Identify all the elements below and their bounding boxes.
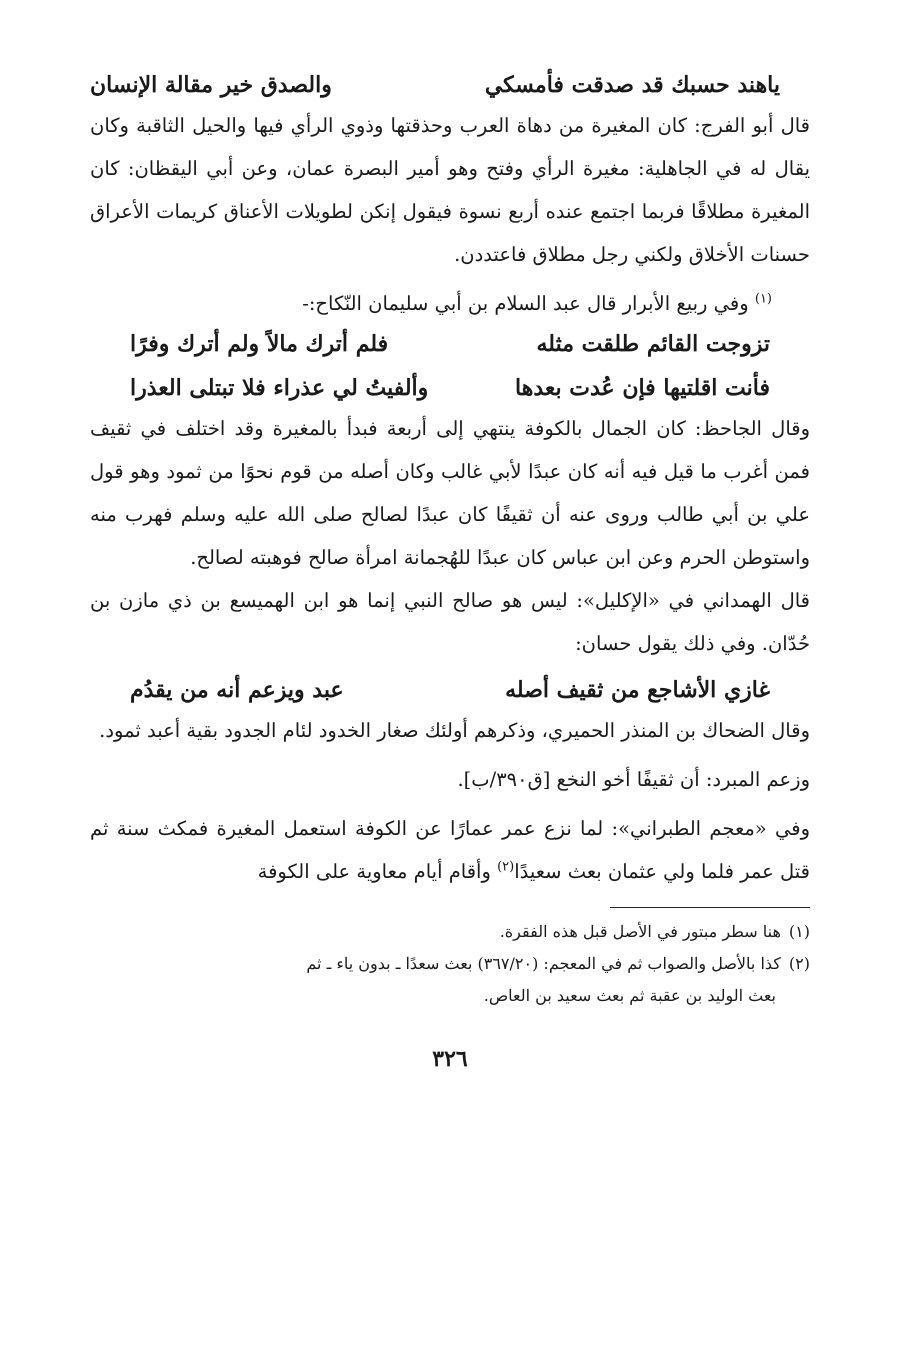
footnote-ref-1: (١): [754, 291, 772, 307]
footnote-2-continuation: [90, 980, 810, 1012]
verse-1: [90, 325, 810, 363]
verse-1-first: تزوجت القائم طلقت مثله: [536, 331, 770, 357]
footnote-ref-2: (٢): [497, 859, 515, 875]
verse-3: [90, 671, 810, 709]
verse-1-second: فلم أترك مالاً ولم أترك وفرًا: [130, 331, 389, 357]
header-verse: [90, 66, 810, 104]
footnote-1: [90, 916, 810, 948]
page-number: ٣٢٦: [432, 1046, 468, 1072]
footnote-2-text-line-1: كذا بالأصل والصواب ثم في المعجم: (٣٦٧/٢٠) بعث سعدًا ـ بدون ياء ـ ثم: [306, 954, 781, 973]
footnote-1-number: (١): [788, 922, 810, 941]
paragraph-tabarani: [90, 807, 810, 893]
verse-2-first: فأنت اقلتيها فإن عُدت بعدها: [515, 375, 770, 401]
footnote-2: [90, 948, 810, 980]
footnote-divider: [610, 907, 810, 908]
paragraph-tabarani-text-b: وأقام أيام معاوية على الكوفة: [257, 860, 498, 883]
verse-2-second: وألفيتُ لي عذراء فلا تبتلى العذرا: [130, 375, 429, 401]
paragraph-tabarani-text-a: وفي «معجم الطبراني»: لما نزع عمر عمارًا عن الكوفة استعمل المغيرة فمكث سنة ثم قتل عمر فلما ولي عثمان بعث سعيدًا: [90, 817, 810, 883]
footnote-2-text-line-2: بعث الوليد بن عقبة ثم بعث سعيد بن العاص.: [483, 986, 776, 1005]
paragraph-al-dahhak: وقال الضحاك بن المنذر الحميري، وذكرهم أولئك صغار الخدود لئام الجدود بقية أعبد ثمود.: [99, 719, 810, 742]
verse-2: [90, 369, 810, 407]
paragraph-al-jahiz: وقال الجاحظ: كان الجمال بالكوفة ينتهي إلى أربعة فبدأ بالمغيرة وقد اختلف في ثقيف فمن أغرب ما قيل فيه أنه كان عبدًا لأبي غالب وكان أصله من قوم نحوًا من ثمود وهو قول علي بن أبي طالب وروى عنه أن ثقيفًا كان عبدًا لصالح صلى الله عليه وسلم فهرب منه واستوطن الحرم وعن ابن عباس كان عبدًا للهُجمانة امرأة صالح فوهبته لصالح.: [90, 417, 810, 569]
paragraph-rabi-al-abrar-text: وفي ربيع الأبرار قال عبد السلام بن أبي سليمان النّكاح:-: [302, 292, 749, 315]
paragraph-abu-al-faraj: قال أبو الفرج: كان المغيرة من دهاة العرب وحذقتها وذوي الرأي فيها والحيل الثاقبة وكان يقال له في الجاهلية: مغيرة الرأي وفتح وهو أمير البصرة عمان، وعن أبي اليقظان: كان المغيرة مطلاقًا فربما اجتمع عنده أربع نسوة فيقول إنكن لطويلات الأعناق كريمات الأعراق حسنات الأخلاق ولكني رجل مطلاق فاعتددن.: [90, 114, 810, 266]
paragraph-al-mubarrad: وزعم المبرد: أن ثقيفًا أخو النخع [ق٣٩٠/ب].: [457, 768, 810, 791]
footnote-1-text: هنا سطر مبتور في الأصل قبل هذه الفقرة.: [499, 922, 781, 941]
verse-3-second: عبد ويزعم أنه من يقدُم: [130, 677, 344, 703]
verse-3-first: غازي الأشاجع من ثقيف أصله: [505, 677, 770, 703]
paragraph-al-hamdani: قال الهمداني في «الإكليل»: ليس هو صالح النبي إنما هو ابن الهميسع بن ذي مازن بن حُدّان. وفي ذلك يقول حسان:: [90, 589, 810, 655]
header-verse-first: ياهند حسبك قد صدقت فأمسكي: [484, 72, 780, 98]
paragraph-rabi-al-abrar: [90, 282, 810, 325]
footnote-2-number: (٢): [788, 954, 810, 973]
book-page: [90, 66, 810, 1072]
header-verse-second: والصدق خير مقالة الإنسان: [90, 72, 332, 98]
